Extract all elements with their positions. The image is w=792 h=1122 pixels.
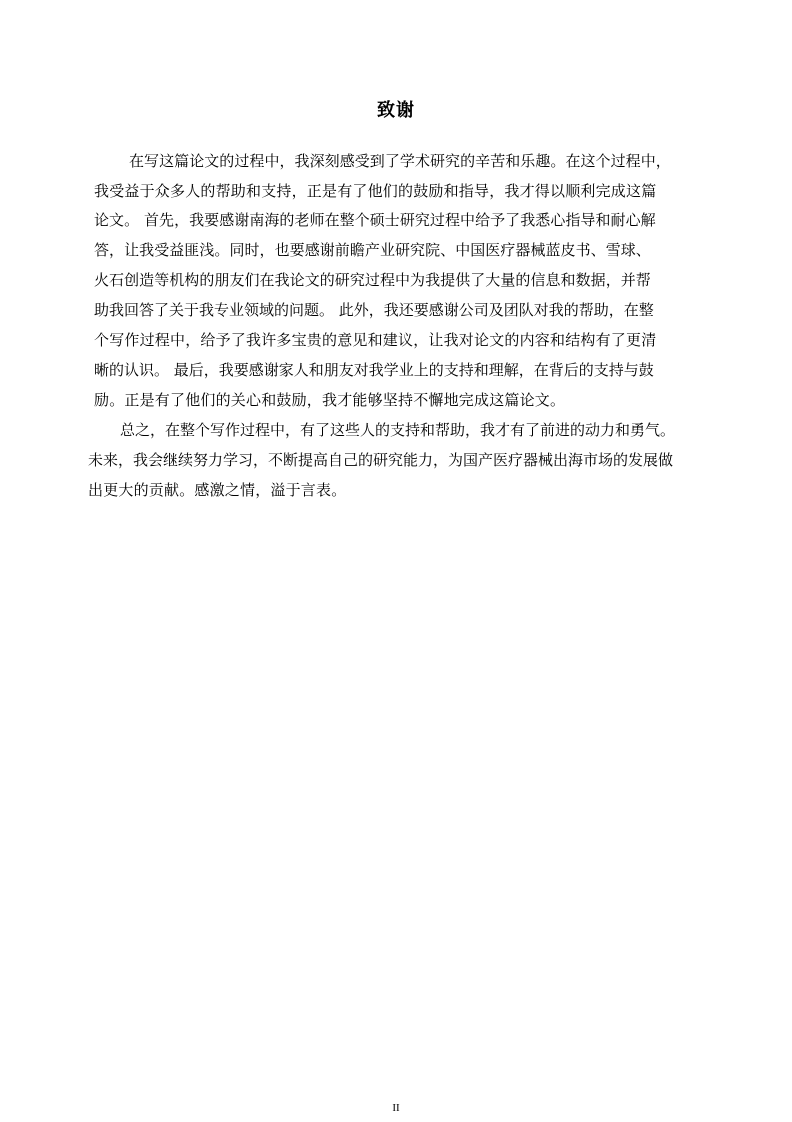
body-line: 个写作过程中，给予了我许多宝贵的意见和建议，让我对论文的内容和结构有了更清 bbox=[94, 331, 657, 349]
body-line: 火石创造等机构的朋友们在我论文的研究过程中为我提供了大量的信息和数据，并帮 bbox=[94, 271, 651, 289]
body-line: 出更大的贡献。感激之情，溢于言表。 bbox=[88, 481, 347, 499]
body-line: 答，让我受益匪浅。同时，也要感谢前瞻产业研究院、中国医疗器械蓝皮书、雪球、 bbox=[94, 241, 651, 259]
page-number: II bbox=[392, 1102, 400, 1114]
body-line: 论文。 首先，我要感谢南海的老师在整个硕士研究过程中给予了我悉心指导和耐心解 bbox=[94, 211, 656, 229]
body-line: 未来，我会继续努力学习，不断提高自己的研究能力，为国产医疗器械出海市场的发展做 bbox=[88, 451, 674, 469]
body-line: 助我回答了关于我专业领域的问题。 此外，我还要感谢公司及团队对我的帮助，在整 bbox=[94, 301, 654, 319]
page-title: 致谢 bbox=[377, 100, 415, 121]
body-line: 总之，在整个写作过程中，有了这些人的支持和帮助，我才有了前进的动力和勇气。 bbox=[120, 421, 676, 439]
body-line: 我受益于众多人的帮助和支持，正是有了他们的鼓励和指导，我才得以顺利完成这篇 bbox=[94, 182, 657, 200]
body-line: 励。正是有了他们的关心和鼓励，我才能够坚持不懈地完成这篇论文。 bbox=[94, 391, 566, 409]
body-line: 晰的认识。 最后，我要感谢家人和朋友对我学业上的支持和理解，在背后的支持与鼓 bbox=[94, 361, 654, 379]
body-line: 在写这篇论文的过程中，我深刻感受到了学术研究的辛苦和乐趣。在这个过程中， bbox=[129, 152, 671, 170]
